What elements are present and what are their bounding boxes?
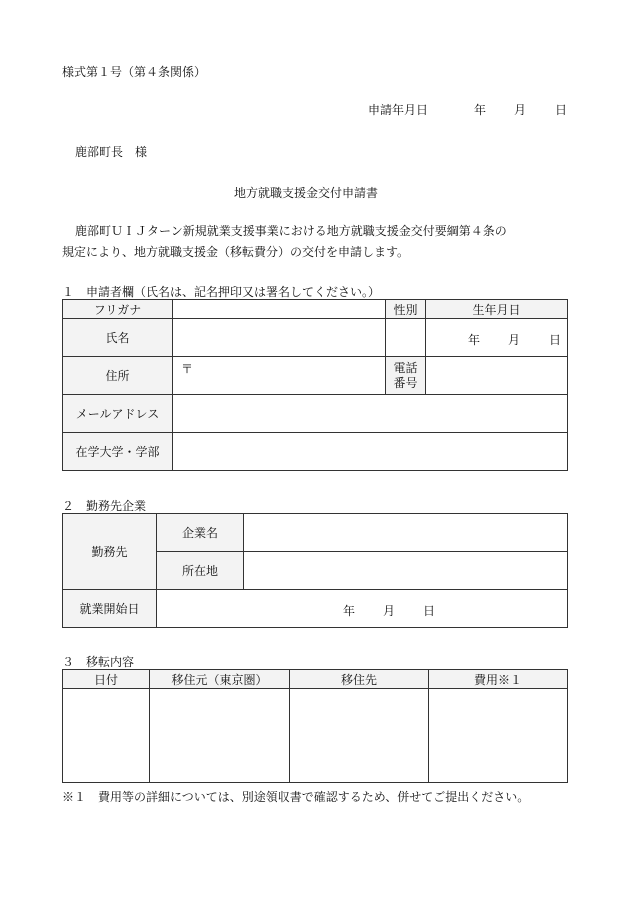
start-year-unit: 年 (343, 604, 356, 618)
birthdate-day-unit: 日 (549, 333, 562, 347)
furigana-field[interactable] (173, 300, 386, 319)
email-field[interactable] (173, 395, 568, 433)
phone-label-line-1: 電話 (393, 360, 418, 375)
name-label: 氏名 (63, 319, 173, 357)
address-field[interactable] (173, 357, 386, 395)
application-date-label: 申請年月日 (368, 103, 429, 117)
company-name-field[interactable] (244, 514, 568, 552)
form-number: 様式第１号（第４条関係） (62, 65, 207, 79)
origin-column-header: 移住元（東京圏） (150, 670, 290, 689)
phone-label (386, 357, 426, 395)
birthdate-label: 生年月日 (426, 300, 568, 319)
start-day-unit: 日 (423, 604, 436, 618)
workplace-label: 勤務先 (63, 514, 157, 590)
application-year-unit: 年 (474, 103, 487, 117)
university-field[interactable] (173, 433, 568, 471)
postal-mark: 〒 (181, 362, 194, 376)
destination-column-header: 移住先 (290, 670, 429, 689)
gender-label: 性別 (386, 300, 426, 319)
relocation-table (62, 669, 568, 783)
university-label: 在学大学・学部 (63, 433, 173, 471)
intro-line-1: 鹿部町ＵＩＪターン新規就業支援事業における地方就職支援金交付要綱第４条の (75, 224, 507, 238)
furigana-label: フリガナ (63, 300, 173, 319)
section2-heading: ２ 勤務先企業 (62, 499, 147, 513)
name-field[interactable] (173, 319, 386, 357)
origin-field[interactable] (150, 689, 290, 783)
intro-line-2: 規定により、地方就職支援金（移転費分）の交付を申請します。 (62, 245, 410, 259)
start-date-field[interactable] (157, 590, 568, 628)
location-label: 所在地 (157, 552, 244, 590)
location-field[interactable] (244, 552, 568, 590)
document-title: 地方就職支援金交付申請書 (234, 186, 379, 200)
start-month-unit: 月 (383, 604, 396, 618)
section1-heading: １ 申請者欄（氏名は、記名押印又は署名してください。） (62, 285, 381, 299)
workplace-table (62, 513, 568, 628)
company-name-label: 企業名 (157, 514, 244, 552)
cost-field[interactable] (429, 689, 568, 783)
destination-field[interactable] (290, 689, 429, 783)
section3-heading: ３ 移転内容 (62, 655, 135, 669)
applicant-table (62, 299, 568, 471)
date-column-header: 日付 (63, 670, 150, 689)
phone-field[interactable] (426, 357, 568, 395)
birthdate-month-unit: 月 (508, 333, 521, 347)
gender-field[interactable] (386, 319, 426, 357)
application-month-unit: 月 (514, 103, 527, 117)
application-day-unit: 日 (555, 103, 568, 117)
address-label: 住所 (63, 357, 173, 395)
birthdate-year-unit: 年 (468, 333, 481, 347)
email-label: メールアドレス (63, 395, 173, 433)
addressee: 鹿部町長 様 (75, 145, 148, 159)
phone-label-line-2: 番号 (393, 375, 418, 390)
date-field[interactable] (63, 689, 150, 783)
footnote: ※１ 費用等の詳細については、別途領収書で確認するため、併せてご提出ください。 (62, 790, 530, 804)
start-date-label: 就業開始日 (63, 590, 157, 628)
cost-column-header: 費用※１ (429, 670, 568, 689)
birthdate-field[interactable] (426, 319, 568, 357)
